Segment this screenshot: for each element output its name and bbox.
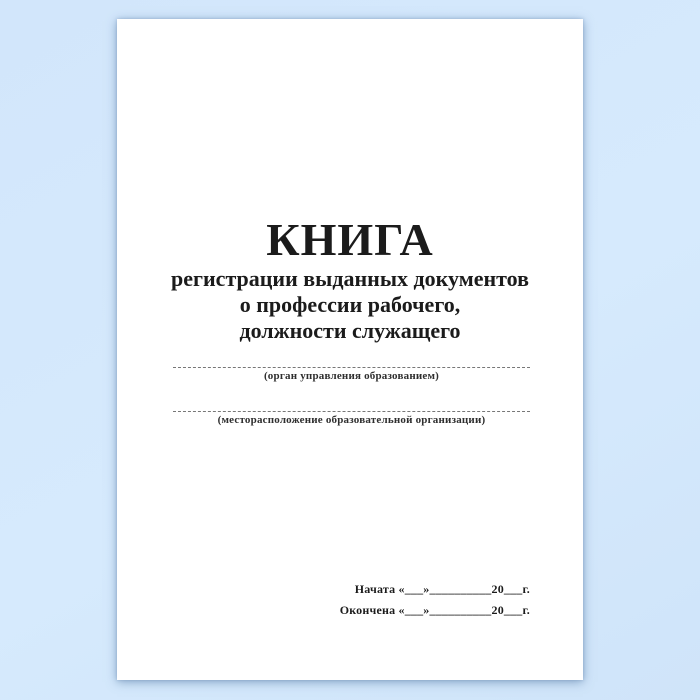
- dates-block: [340, 579, 530, 621]
- subtitle-line: должности служащего: [239, 318, 461, 343]
- org-location-field: [173, 411, 530, 426]
- org-management-field: [173, 367, 530, 382]
- date-finished-line: Окончена «___»__________20___г.: [339, 603, 530, 617]
- blank-underline: [173, 411, 530, 412]
- subtitle-line: о профессии рабочего,: [239, 292, 461, 317]
- subtitle-line: регистрации выданных документов: [171, 266, 529, 291]
- book-subtitle: [117, 266, 583, 344]
- field-caption: (орган управления образованием): [263, 370, 440, 382]
- date-started-line: Начата «___»__________20___г.: [354, 582, 530, 596]
- blank-underline: [173, 367, 530, 368]
- field-caption: (месторасположение образовательной организации): [217, 414, 486, 426]
- document-page: [117, 19, 583, 680]
- book-title: КНИГА: [266, 214, 434, 265]
